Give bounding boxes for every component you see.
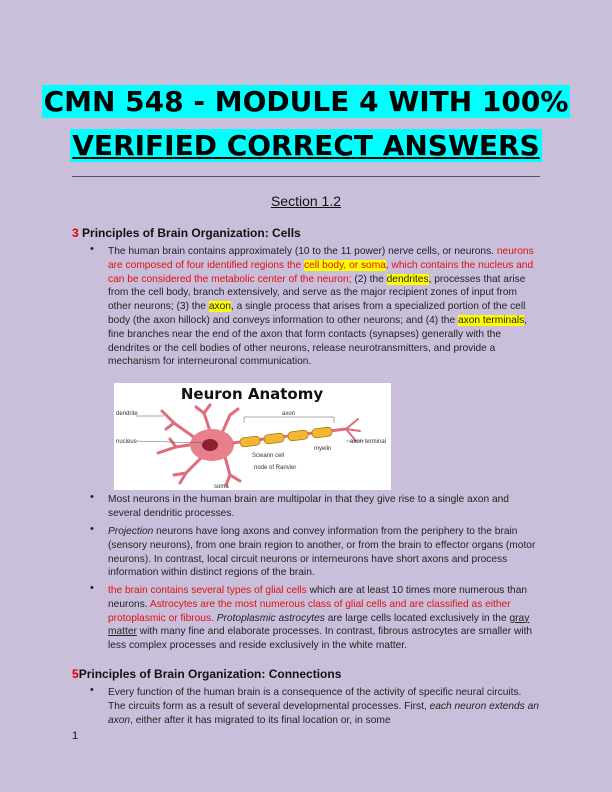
heading-number: 3 bbox=[72, 226, 79, 240]
paragraph-glial-cells: the brain contains several types of glial cells which are at least 10 times more numerous than neurons. Astrocytes are the most numerous class of glial cells and are classified as either protoplasmic or fibrous. Protoplasmic astrocytes are large cells located exclusively in the gray matter with many fine and elaborate processes. In contrast, fibrous astrocytes are smaller with less complex processes and reside exclusively in the white matter. bbox=[108, 585, 533, 652]
bullet-dot: • bbox=[90, 582, 94, 594]
paragraph-neural-circuits: Every function of the human brain is a consequence of the activity of specific neural circuits. The circuits form as a result of several developmental processes. First, each neuron extends an axon, either after it has migrated to its final location or, in some bbox=[108, 687, 539, 726]
bullet-dot: • bbox=[90, 523, 94, 535]
label-axon-terminal: axon terminal bbox=[350, 439, 387, 445]
bullet-dot: • bbox=[90, 684, 94, 696]
label-soma: soma bbox=[214, 484, 229, 490]
label-node-of-ranvier: node of Ranvier bbox=[254, 465, 297, 471]
bullet-dot: • bbox=[90, 491, 94, 503]
label-axon: axon bbox=[282, 411, 296, 417]
heading-cells bbox=[72, 226, 301, 240]
paragraph-multipolar: Most neurons in the human brain are multipolar in that they give rise to a single axon and several dendritic processes. bbox=[108, 494, 509, 519]
nucleus-shape bbox=[202, 439, 218, 451]
label-dendrite: dendrite bbox=[116, 411, 138, 417]
label-nucleus: nucleus bbox=[116, 439, 137, 445]
section-heading: Section 1.2 bbox=[270, 193, 342, 209]
heading-connections bbox=[72, 667, 341, 681]
page-number: 1 bbox=[72, 730, 79, 742]
bullet-dot: • bbox=[90, 243, 94, 255]
title-line-1: CMN 548 - MODULE 4 WITH 100% bbox=[43, 85, 569, 118]
heading-number: 5 bbox=[72, 667, 79, 681]
figure-title: Neuron Anatomy bbox=[180, 385, 324, 403]
label-myelin: myelin bbox=[314, 446, 332, 452]
heading-text: Principles of Brain Organization: Connections bbox=[78, 667, 342, 681]
paragraph-projection-neurons: Projection neurons have long axons and convey information from the periphery to the brain (sensory neurons), from one brain region to another, or from the brain to effector organs (motor neurons). In contrast, local circuit neurons or interneurons have short axons and process information within distinct regions of the brain. bbox=[108, 526, 536, 579]
paragraph-neuron-regions: The human brain contains approximately (10 to the 11 power) nerve cells, or neurons. neurons are composed of four identified regions the cell body, or soma, which contains the nucleus and can be considered the metabolic center of the neuron; (2) the dendrites, processes that arise from the cell body, branch extensively, and serve as the major recipient zones of input from other neurons; (3) the axon, a single process that arises from a specialized portion of the cell body (the axon hillock) and conveys information to other neurons; and (4) the axon terminals, fine branches near the end of the axon that form contacts (synapses) generally with the dendrites or the cell bodies of other neurons, release neurotransmitters, and provide a mechanism for interneuronal communication. bbox=[108, 246, 534, 368]
neuron-anatomy-figure bbox=[114, 383, 391, 490]
document-title bbox=[0, 80, 612, 168]
horizontal-rule bbox=[72, 176, 540, 177]
label-schwann-cell: Scwann cell bbox=[252, 453, 285, 459]
neuron-diagram bbox=[114, 383, 391, 490]
heading-text: Principles of Brain Organization: Cells bbox=[78, 226, 301, 240]
title-line-2: VERIFIED CORRECT ANSWERS bbox=[72, 129, 540, 162]
